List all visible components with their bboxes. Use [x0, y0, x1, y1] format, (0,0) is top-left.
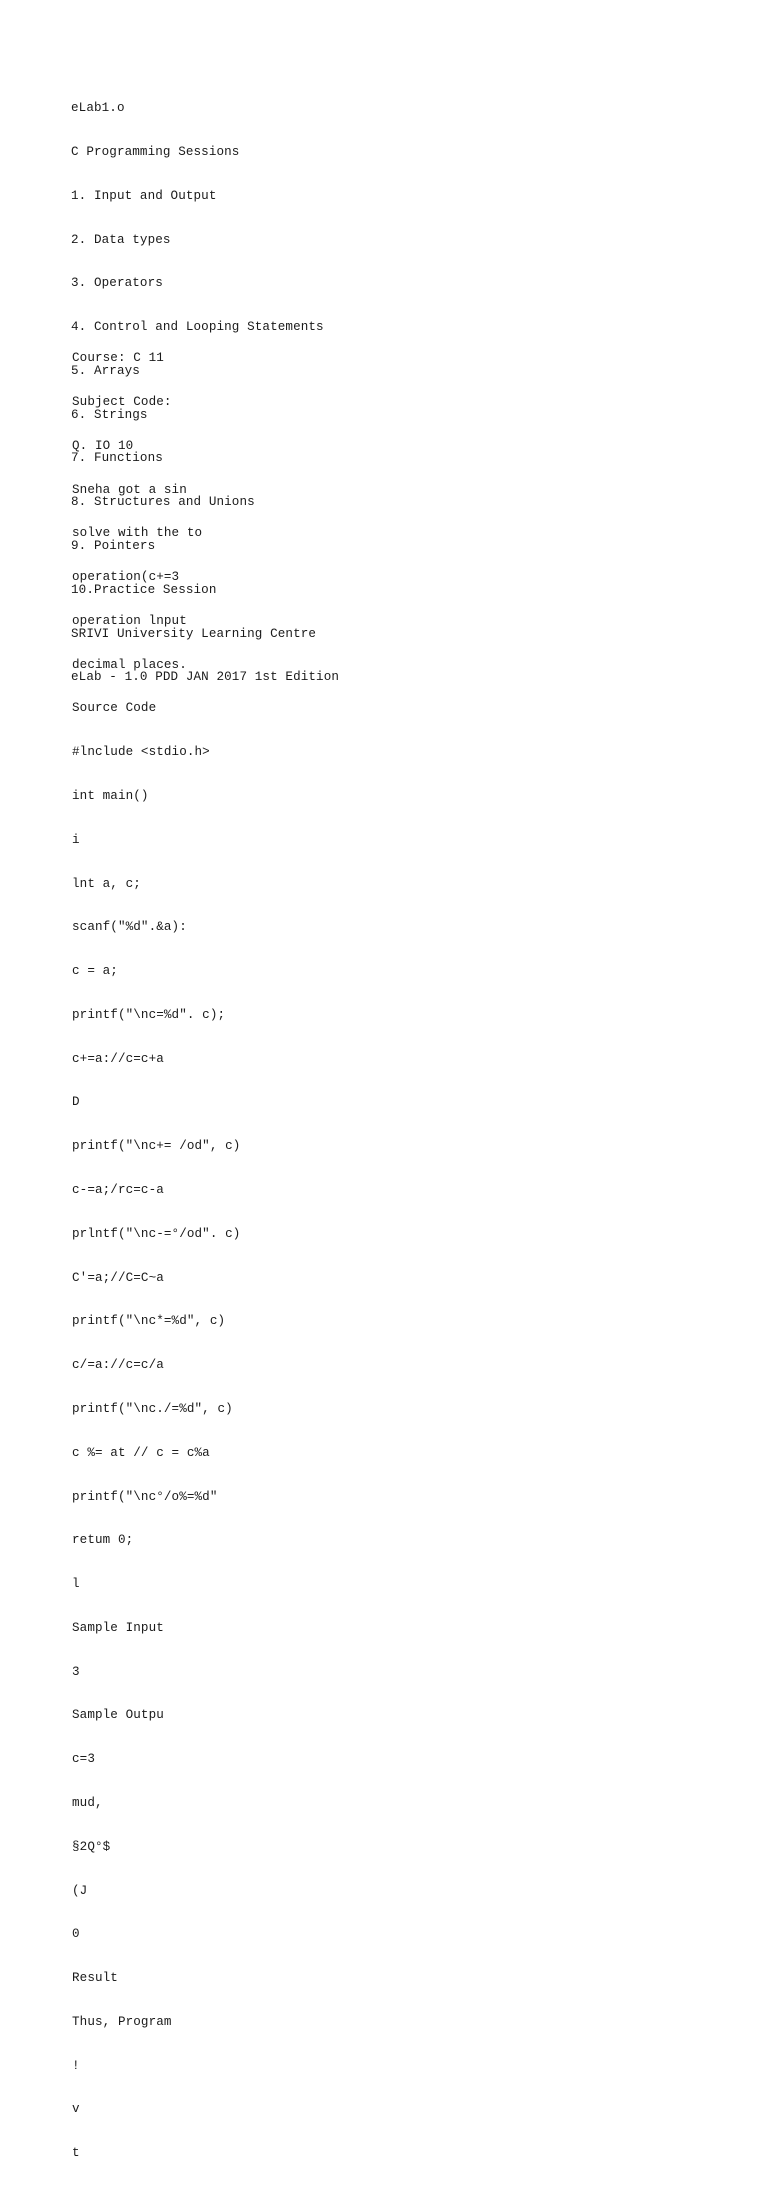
code-line: D	[72, 1095, 80, 1110]
institution-name: SRIVI University Learning Centre	[71, 626, 317, 641]
session-item: 4. Control and Looping Statements	[71, 320, 324, 335]
session-item: 3. Operators	[71, 276, 163, 291]
code-line: c/=a://c=c/a	[72, 1358, 164, 1373]
session-item: 8. Structures and Unions	[71, 495, 255, 510]
question-text-line: operation(c+=3	[72, 570, 180, 585]
file-name: eLab1.o	[71, 101, 125, 116]
document-body	[72, 322, 240, 2190]
sample-input-heading: Sample Input	[72, 1620, 164, 1635]
code-line: c-=a;/rc=c-a	[72, 1183, 164, 1198]
trailing-mark: !	[72, 2058, 80, 2073]
question-text-line: decimal places.	[72, 657, 187, 672]
sessions-title: C Programming Sessions	[71, 144, 240, 159]
course-line: Course: C 11	[72, 351, 164, 366]
sample-output-heading: Sample Outpu	[72, 1708, 164, 1723]
session-item: 7. Functions	[71, 451, 163, 466]
code-line: retum 0;	[72, 1533, 134, 1548]
source-code-heading: Source Code	[72, 701, 157, 716]
code-line: c %= at // c = c%a	[72, 1445, 210, 1460]
session-item: 10.Practice Session	[71, 582, 217, 597]
code-line: l	[72, 1577, 80, 1592]
code-line: i	[72, 832, 80, 847]
result-text: Thus, Program	[72, 2014, 172, 2029]
trailing-mark: t	[72, 2146, 80, 2161]
question-text-line: operation lnput	[72, 613, 187, 628]
code-line: prlntf("\nc-=°/od". c)	[72, 1226, 241, 1241]
subject-code-line: Subject Code:	[72, 394, 172, 409]
sample-output-line: §2Q°$	[72, 1839, 111, 1854]
session-item: 2. Data types	[71, 232, 171, 247]
result-heading: Result	[72, 1971, 118, 1986]
sample-input-value: 3	[72, 1664, 80, 1679]
question-text-line: Sneha got a sin	[72, 482, 187, 497]
code-line: c+=a://c=c+a	[72, 1051, 164, 1066]
session-item: 1. Input and Output	[71, 188, 217, 203]
code-line: printf("\nc*=%d", c)	[72, 1314, 226, 1329]
sample-output-line: c=3	[72, 1752, 95, 1767]
session-item: 5. Arrays	[71, 363, 140, 378]
code-line: printf("\nc=%d". c);	[72, 1007, 226, 1022]
edition-line: eLab - 1.0 PDD JAN 2017 1st Edition	[71, 670, 340, 685]
code-line: int main()	[72, 789, 149, 803]
code-line: #lnclude <stdio.h>	[72, 745, 210, 760]
session-item: 6. Strings	[71, 407, 148, 422]
code-line: printf("\nc./=%d", c)	[72, 1401, 233, 1416]
code-line: scanf("%d".&a):	[72, 920, 187, 935]
sample-output-line: 0	[72, 1927, 80, 1942]
question-id-line: Q. IO 10	[72, 438, 134, 453]
question-text-line: solve with the to	[72, 526, 203, 541]
trailing-mark: v	[72, 2102, 80, 2117]
code-line: c = a;	[72, 964, 118, 979]
code-line: C'=a;//C=C~a	[72, 1270, 164, 1285]
session-item: 9. Pointers	[71, 539, 156, 553]
code-line: lnt a, c;	[72, 876, 141, 891]
code-line: printf("\nc+= /od", c)	[72, 1139, 241, 1154]
code-line: printf("\nc°/o%=%d"	[72, 1489, 218, 1504]
sample-output-line: (J	[72, 1883, 88, 1898]
sample-output-line: mud,	[72, 1795, 103, 1810]
